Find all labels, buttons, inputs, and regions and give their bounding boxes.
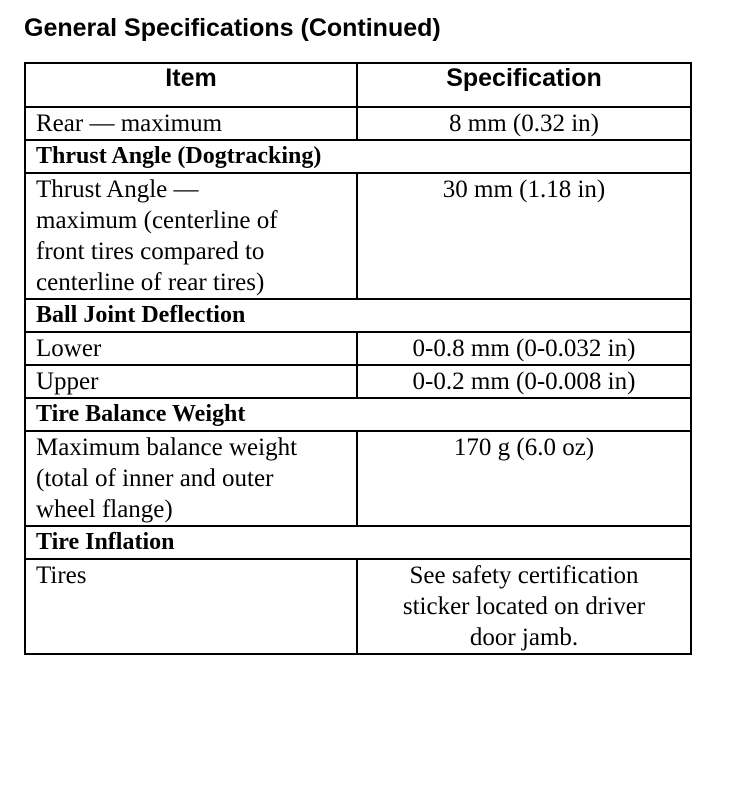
- spec-cell: 170 g (6.0 oz): [357, 431, 691, 526]
- spec-cell: 8 mm (0.32 in): [357, 107, 691, 140]
- table-row: [25, 365, 691, 398]
- item-cell: Lower: [25, 332, 357, 365]
- spec-cell: See safety certification sticker located on driver door jamb.: [357, 559, 691, 654]
- section-row: [25, 526, 691, 559]
- table-row: [25, 107, 691, 140]
- section-row: [25, 398, 691, 431]
- column-header-specification: Specification: [357, 63, 691, 107]
- spec-cell: 0-0.2 mm (0-0.008 in): [357, 365, 691, 398]
- item-cell: Maximum balance weight (total of inner and outer wheel flange): [25, 431, 357, 526]
- item-cell: Thrust Angle — maximum (centerline of front tires compared to centerline of rear tires): [25, 173, 357, 299]
- table-row: [25, 559, 691, 654]
- table-row: [25, 173, 691, 299]
- item-cell: Rear — maximum: [25, 107, 357, 140]
- page-title: General Specifications (Continued): [24, 14, 441, 42]
- table-header-row: [25, 63, 691, 107]
- specifications-table: [24, 62, 692, 655]
- table-row: [25, 431, 691, 526]
- spec-cell: 30 mm (1.18 in): [357, 173, 691, 299]
- table-row: [25, 332, 691, 365]
- item-cell: Tires: [25, 559, 357, 654]
- section-row: [25, 140, 691, 173]
- section-heading: Tire Balance Weight: [25, 398, 691, 431]
- section-heading: Tire Inflation: [25, 526, 691, 559]
- column-header-item: Item: [25, 63, 357, 107]
- section-heading: Thrust Angle (Dogtracking): [25, 140, 691, 173]
- item-cell: Upper: [25, 365, 357, 398]
- section-row: [25, 299, 691, 332]
- section-heading: Ball Joint Deflection: [25, 299, 691, 332]
- spec-cell: 0-0.8 mm (0-0.032 in): [357, 332, 691, 365]
